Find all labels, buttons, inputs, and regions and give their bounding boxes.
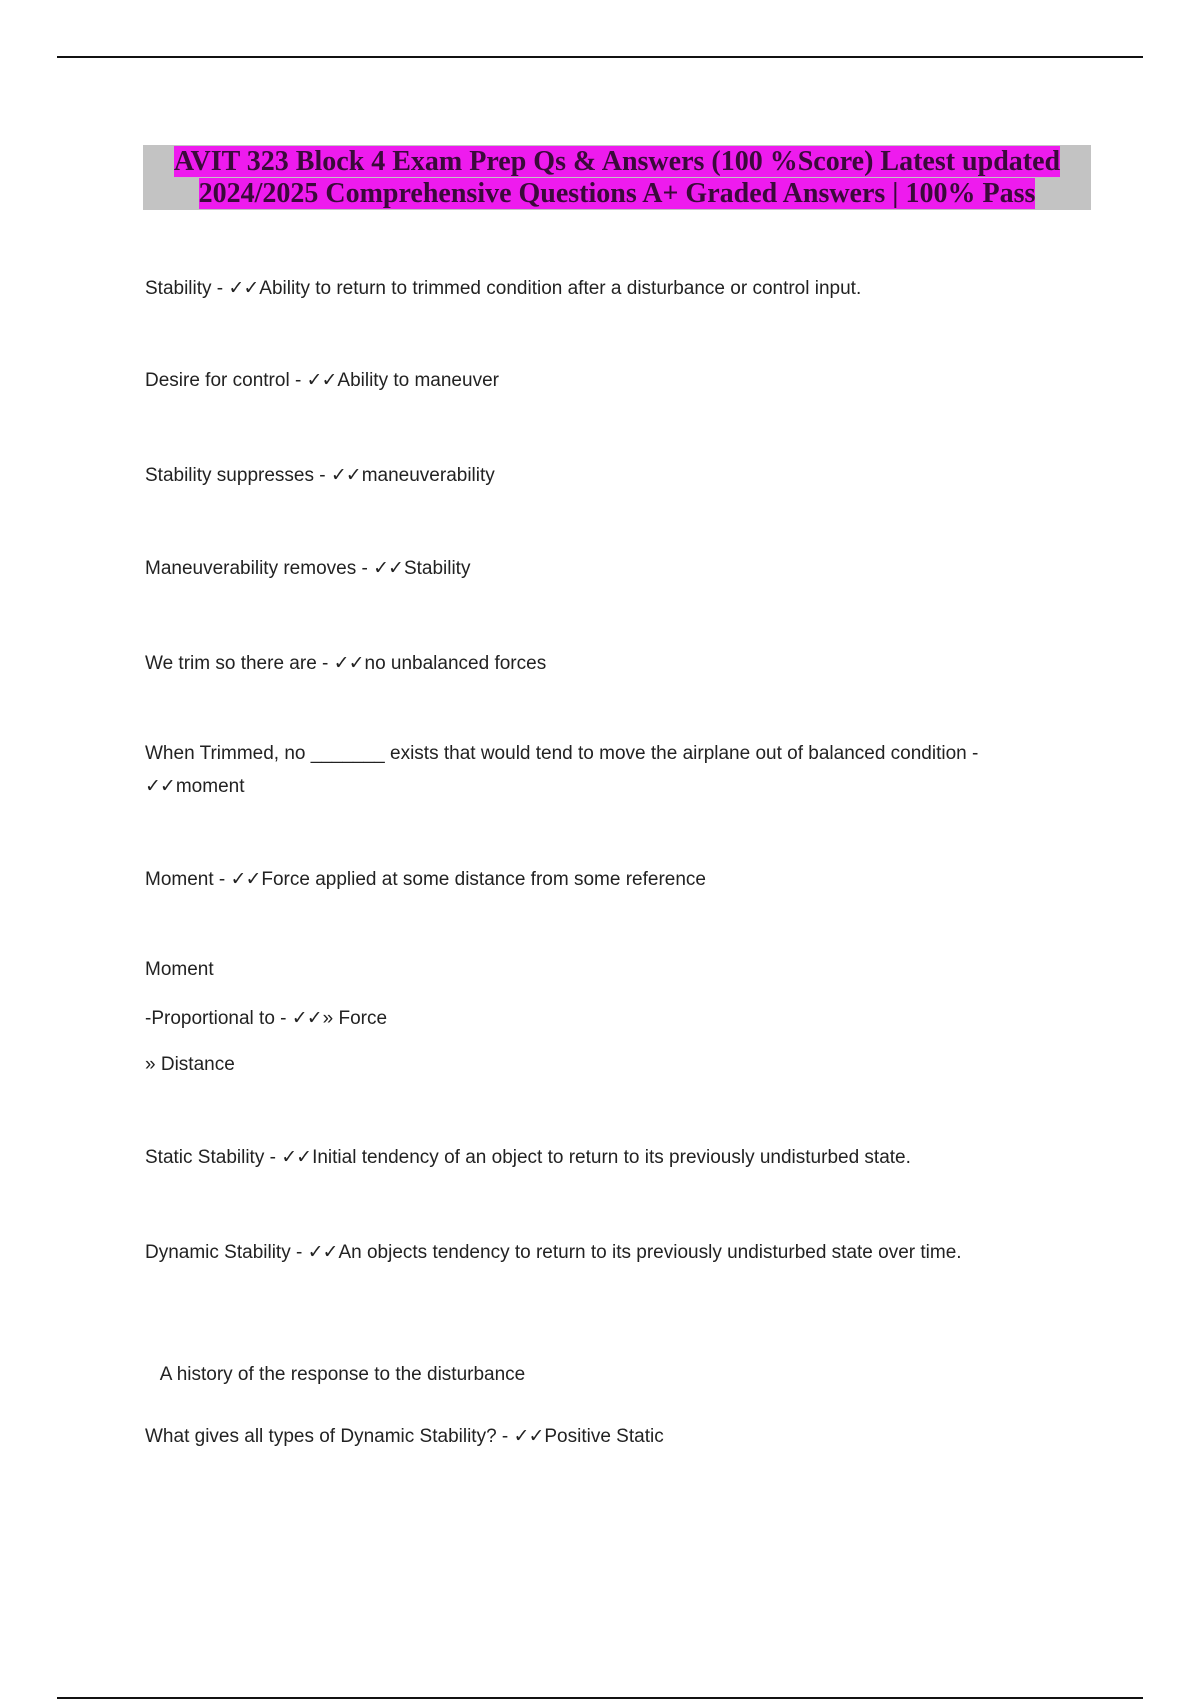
entry-answer: Initial tendency of an object to return to its previously undisturbed state. [312, 1147, 911, 1168]
entry-term: Moment [145, 959, 214, 980]
qa-entry [145, 1141, 1065, 1174]
title-line-1: AVIT 323 Block 4 Exam Prep Qs & Answers (100 %Score) Latest updated [173, 146, 1061, 177]
entry-term: Moment - [145, 869, 231, 890]
double-check-icon: ✓✓ [373, 557, 403, 579]
entry-answer: » Force [322, 1008, 388, 1029]
entry-term: Stability suppresses - [145, 465, 331, 486]
double-check-icon: ✓✓ [230, 868, 261, 890]
entry-term: A history of the response to the disturbance [155, 1364, 526, 1385]
entry-answer: maneuverability [361, 465, 495, 486]
entry-answer: Ability to return to trimmed condition after a disturbance or control input. [259, 278, 862, 299]
entry-term: Desire for control - [145, 370, 307, 391]
double-check-icon: ✓✓ [145, 775, 175, 797]
qa-entry [145, 954, 1065, 986]
double-check-icon: ✓✓ [513, 1425, 544, 1447]
footer-rule [57, 1697, 1143, 1699]
entry-term: Stability - [145, 278, 229, 299]
header-rule [57, 56, 1143, 58]
entry-term: Maneuverability removes - [145, 558, 374, 579]
entry-term: When Trimmed, no _______ exists that would tend to move the airplane out of balanced condition - [145, 743, 979, 764]
entry-answer: An objects tendency to return to its previously undisturbed state over time. [338, 1242, 962, 1263]
qa-entry-continuation [145, 770, 1065, 803]
entry-answer: Stability [403, 558, 471, 579]
qa-entry [145, 1049, 1065, 1081]
qa-entry [145, 1327, 1065, 1391]
qa-entry [145, 552, 1065, 585]
entry-term: What gives all types of Dynamic Stability? - [145, 1426, 514, 1447]
entry-term: Dynamic Stability - [145, 1242, 308, 1263]
entry-answer: Ability to maneuver [337, 370, 499, 391]
double-check-icon: ✓✓ [333, 652, 364, 674]
entry-term: » Distance [145, 1054, 235, 1075]
entry-answer: Positive Static [544, 1426, 664, 1447]
double-check-icon: ✓✓ [291, 1007, 322, 1029]
qa-entry [145, 647, 1065, 680]
double-check-icon: ✓✓ [330, 464, 361, 486]
qa-entry [145, 1002, 1065, 1035]
qa-entry [145, 272, 1065, 305]
double-check-icon: ✓✓ [281, 1146, 312, 1168]
entry-answer: moment [175, 776, 245, 797]
double-check-icon: ✓✓ [228, 277, 259, 299]
double-check-icon: ✓✓ [307, 1241, 338, 1263]
qa-entry [145, 1236, 1065, 1269]
entry-answer: Force applied at some distance from some reference [261, 869, 706, 890]
entry-answer: no unbalanced forces [364, 653, 547, 674]
qa-entry [145, 863, 1065, 896]
qa-entry [145, 459, 1065, 492]
entry-term: We trim so there are - [145, 653, 334, 674]
entry-term: Static Stability - [145, 1147, 282, 1168]
qa-entry [145, 738, 1065, 770]
entry-term: -Proportional to - [145, 1008, 292, 1029]
document-title [143, 145, 1091, 210]
title-line-2: 2024/2025 Comprehensive Questions A+ Graded Answers | 100% Pass [198, 178, 1036, 209]
qa-entry [145, 364, 1065, 397]
qa-entry [145, 1420, 1065, 1453]
double-check-icon: ✓✓ [306, 369, 337, 391]
